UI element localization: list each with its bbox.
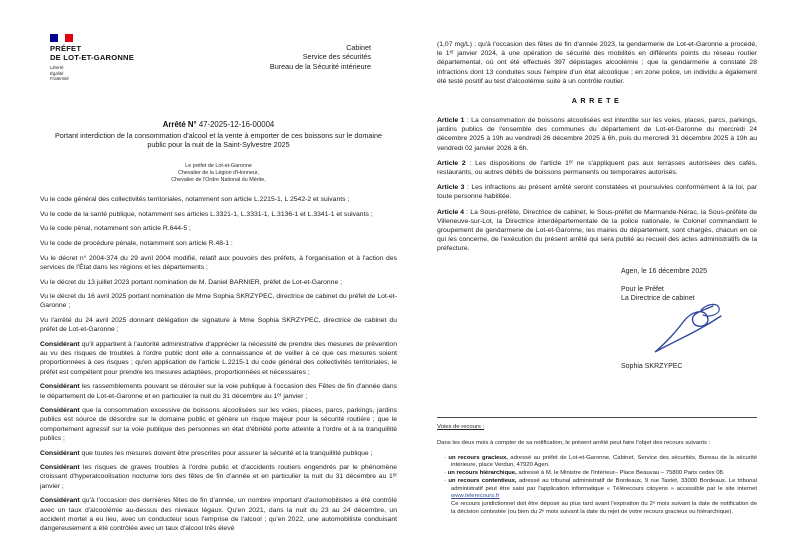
- recours-title: Voies de recours :: [437, 424, 485, 431]
- bullet-marker: ·: [444, 477, 449, 484]
- recital-paragraph: Vu le code pénal, notamment son article R.644-5 ;: [40, 225, 191, 233]
- motto-line: Fraternité: [50, 76, 69, 81]
- recital-paragraph: Vu l'arrêté du 24 avril 2025 donnant délégation de signature à Mme Sophia SKRZYPEC, directrice de cabinet du préfet de Lot-et-Garonne ;: [40, 317, 397, 334]
- recital-paragraph: Considérant les risques de graves troubles à l'ordre public et d'accidents routiers engendrés par le phénomène croissant d'hyperalcoolisation nocturne lors des fêtes de fin d'année et en particulier la nuit du 31 décembre au 1ᵉʳ janvier ;: [40, 464, 397, 490]
- recitals: [40, 195, 397, 533]
- motto-line: Liberté: [50, 65, 64, 71]
- place-date: Agen, le 16 décembre 2025: [621, 267, 708, 275]
- motto-line: Égalité: [50, 70, 64, 76]
- letterhead: [40, 34, 397, 112]
- handwritten-signature: [649, 302, 741, 358]
- authority-line: Chevalier de la Légion d'Honneur,: [177, 170, 260, 177]
- recital-continuation: (1,07 mg/L) ; qu'à l'occasion des fêtes de fin d'année 2023, la gendarmerie de Lot-et-Garonne a procédé, le 1ᵉʳ janvier 2024, à une opération de sécurité des mobilités en différents points du réseau routier départemental, où ont été effectués 397 dépistages alcoolémie ; que la gendarmerie a constaté 28 infractions dont 13 conduites sous l'empire d'un état alcoolique ; en zone police, un individu a également été testé positif au test d'alcoolémie suite à un contrôle routier.: [437, 41, 757, 85]
- recital-paragraph: Vu le code de procédure pénale, notamment son article R.48-1 :: [40, 239, 233, 247]
- recours-bullets: [437, 455, 757, 501]
- signature-block: [621, 267, 757, 372]
- signer-name: Sophia SKRZYPEC: [621, 362, 683, 370]
- bullet-marker: ·: [444, 454, 449, 461]
- authority-block: [40, 163, 397, 183]
- recours-footnote: Ce recours juridictionnel doit être déposé au plus tard avant l'expiration du 2ᵉ mois suivant la date de notification de la décision contestée (ou bien du 2ᵉ mois suivant la date du rejet de votre recours gracieux ou hiérarchique).: [451, 500, 757, 515]
- title-block: [40, 120, 397, 149]
- recital-paragraph: Vu le décret du 16 avril 2025 portant nomination de Mme Sophia SKRZYPEC, directrice de cabinet du préfet de Lot-et-Garonne ;: [40, 293, 397, 310]
- recital-paragraph: Considérant qu'il appartient à l'autorité administrative d'apprécier la nécessité de prendre des mesures de prévention au vu des risques de troubles à l'ordre public dont elle a connaissance et de veiller à ce que ces mesures soient proportionnées à ces risques ; qu'en application de l'article L.2215-1 du code général des collectivités territoriales, le préfet est compétent pour prendre les mesures adaptées, proportionnées et nécessaires ;: [40, 341, 397, 376]
- office-line: Service des sécurités: [302, 52, 371, 62]
- french-flag-icon: [50, 34, 73, 42]
- recital-paragraph: Considérant les rassemblements pouvant se dérouler sur la voie publique à l'occasion des Fêtes de fin d'année dans le département de Lot-et-Garonne et en particulier la nuit du 31 décembre au 1ᵉʳ janvier ;: [40, 383, 397, 400]
- flag-red-stripe: [65, 34, 73, 42]
- article-paragraph: Article 1 : La consommation de boissons alcoolisées est interdite sur les voies, places, parcs, parkings, jardins publics de l'ensemble des communes du département de Lot-et-Garonne du mercredi 24 décembre 2025 à 19h au vendredi 26 décembre 2025 à 6h, puis du mercredi 31 décembre 2025 à 19h au vendredi 02 janvier 2026 à 6h.: [437, 117, 758, 152]
- prefecture-name-line1: PRÉFET: [50, 44, 82, 53]
- right-column: [437, 40, 757, 516]
- flag-white-stripe: [58, 34, 65, 42]
- decree-subtitle: Portant interdiction de la consommation d'alcool et la vente à emporter de ces boissons sur le domaine public pour la nuit de la Saint-Sylvestre 2025: [55, 131, 382, 150]
- prefecture-name: [50, 45, 134, 62]
- recours-bullet: · un recours gracieux, adressé au préfet de Lot-et-Garonne, Cabinet, Service des sécurités, Bureau de la sécurité intérieure, place Verdun, 47920 Agen.: [444, 454, 757, 469]
- recital-paragraph: Considérant que la consommation excessive de boissons alcoolisées sur les voies, places, parcs, parkings, jardins publics est source de désordre sur le domaine public et génère un risque majeur pour la sécurité routière ; que le comportement agressif sur la voie publique des personnes en état d'ébriété porte atteinte à l'ordre et à la tranquillité publics ;: [40, 407, 397, 442]
- left-column: [40, 34, 397, 539]
- article-paragraph: Article 2 : Les dispositions de l'article 1ᵉʳ ne s'appliquent pas aux terrasses autorisées des cafés, restaurants, ou autres débits de boissons permanents ou temporaires autorisés.: [437, 159, 758, 177]
- recital-paragraph: Considérant qu'à l'occasion des dernières fêtes de fin d'année, un nombre important d'automobilistes a été contrôlé avec un taux d'alcoolémie au-dessus des niveaux légaux. Qu'en 2021, dans la nuit du 23 au 24 décembre, un accident mortel a eu lieu, avec un conducteur sous l'emprise de l'alcool ; qu'en 2022, une automobiliste conduisant dangereusement a été contrôlée avec un taux d'alcool très élevé: [40, 497, 397, 532]
- decree-number: 47-2025-12-16-00004: [198, 120, 275, 129]
- office-line: Bureau de la Sécurité intérieure: [269, 61, 371, 71]
- decree-title: [40, 120, 397, 129]
- article-paragraph: Article 4 : La Sous-préfète, Directrice de cabinet, le Sous-préfet de Marmande-Nérac, la Sous-préfète de Villeneuve-sur-Lot, la Directrice interdépartementale de la police nationale, le Colonel commandant le groupement de gendarmerie de Lot-et-Garonne, les maires du département, sont chargés, chacun en ce qui les concerne, de l'exécution du présent arrêté qui sera publié au recueil des actes administratifs de la préfecture.: [437, 208, 757, 253]
- authority-line: Le préfet de Lot-et-Garonne: [185, 163, 252, 170]
- decree-title-label: Arrêté N°: [162, 120, 197, 129]
- article-paragraph: Article 3 : Les infractions au présent arrêté seront constatées et poursuivies conformément à la loi, par toute personne habilitée.: [437, 184, 757, 201]
- recital-paragraph: Vu le code de la santé publique, notamment ses articles L.3321-1, L.3331-1, L.3136-1 et L.3341-1 et suivants ;: [40, 210, 373, 218]
- recours-section: [437, 424, 757, 516]
- separator-line: [437, 417, 757, 418]
- recital-paragraph: Vu le code général des collectivités territoriales, notamment son article L.2215-1, L 2542-2 et suivants ;: [40, 195, 350, 203]
- prefecture-logo: [50, 34, 134, 81]
- bullet-marker: ·: [444, 470, 448, 477]
- office-line: Cabinet: [346, 43, 371, 52]
- authority-line: Chevalier de l'Ordre National du Mérite,: [171, 177, 266, 183]
- flag-blue-stripe: [50, 34, 58, 42]
- recital-paragraph: Vu le décret du 13 juillet 2023 portant nomination de M. Daniel BARNIER, préfet de Lot-et-Garonne ;: [40, 278, 343, 286]
- signature-area: [621, 304, 757, 362]
- motto: [50, 65, 134, 81]
- recital-paragraph: Vu le décret n° 2004-374 du 29 avril 2004 modifié, relatif aux pouvoirs des préfets, à l'organisation et à l'action des services de l'État dans les régions et les départements ;: [40, 254, 397, 271]
- sign-line: Pour le Préfet: [621, 286, 664, 294]
- articles: [437, 116, 757, 254]
- arrete-heading: ARRETE: [571, 96, 623, 106]
- prefecture-name-line2: DE LOT-ET-GARONNE: [50, 52, 134, 62]
- issuing-office: [270, 43, 371, 71]
- recital-paragraph: Considérant que toutes les mesures doivent être prescrites pour assurer la sécurité et la tranquillité publique ;: [40, 449, 373, 457]
- recours-intro: Dans les deux mois à compter de sa notification, le présent arrêté peut faire l'objet des recours suivants :: [437, 439, 711, 446]
- recours-bullet: · un recours hiérarchique, adressé à M. le Ministre de l'Intérieur– Place Beauvau – 75800 Paris cedex 08.: [444, 470, 725, 477]
- telerecours-link[interactable]: www.telerecours.fr: [451, 493, 500, 500]
- sign-line: La Directrice de cabinet: [621, 295, 695, 303]
- recours-bullet: · un recours contentieux, adressé au tribunal administratif de Bordeaux, 9 rue Tastet, 33000 Bordeaux. Le tribunal administratif peut être saisi par l'application informatique « Télérecours citoyens » accessible par le site internet www.telerecours.fr: [444, 477, 758, 500]
